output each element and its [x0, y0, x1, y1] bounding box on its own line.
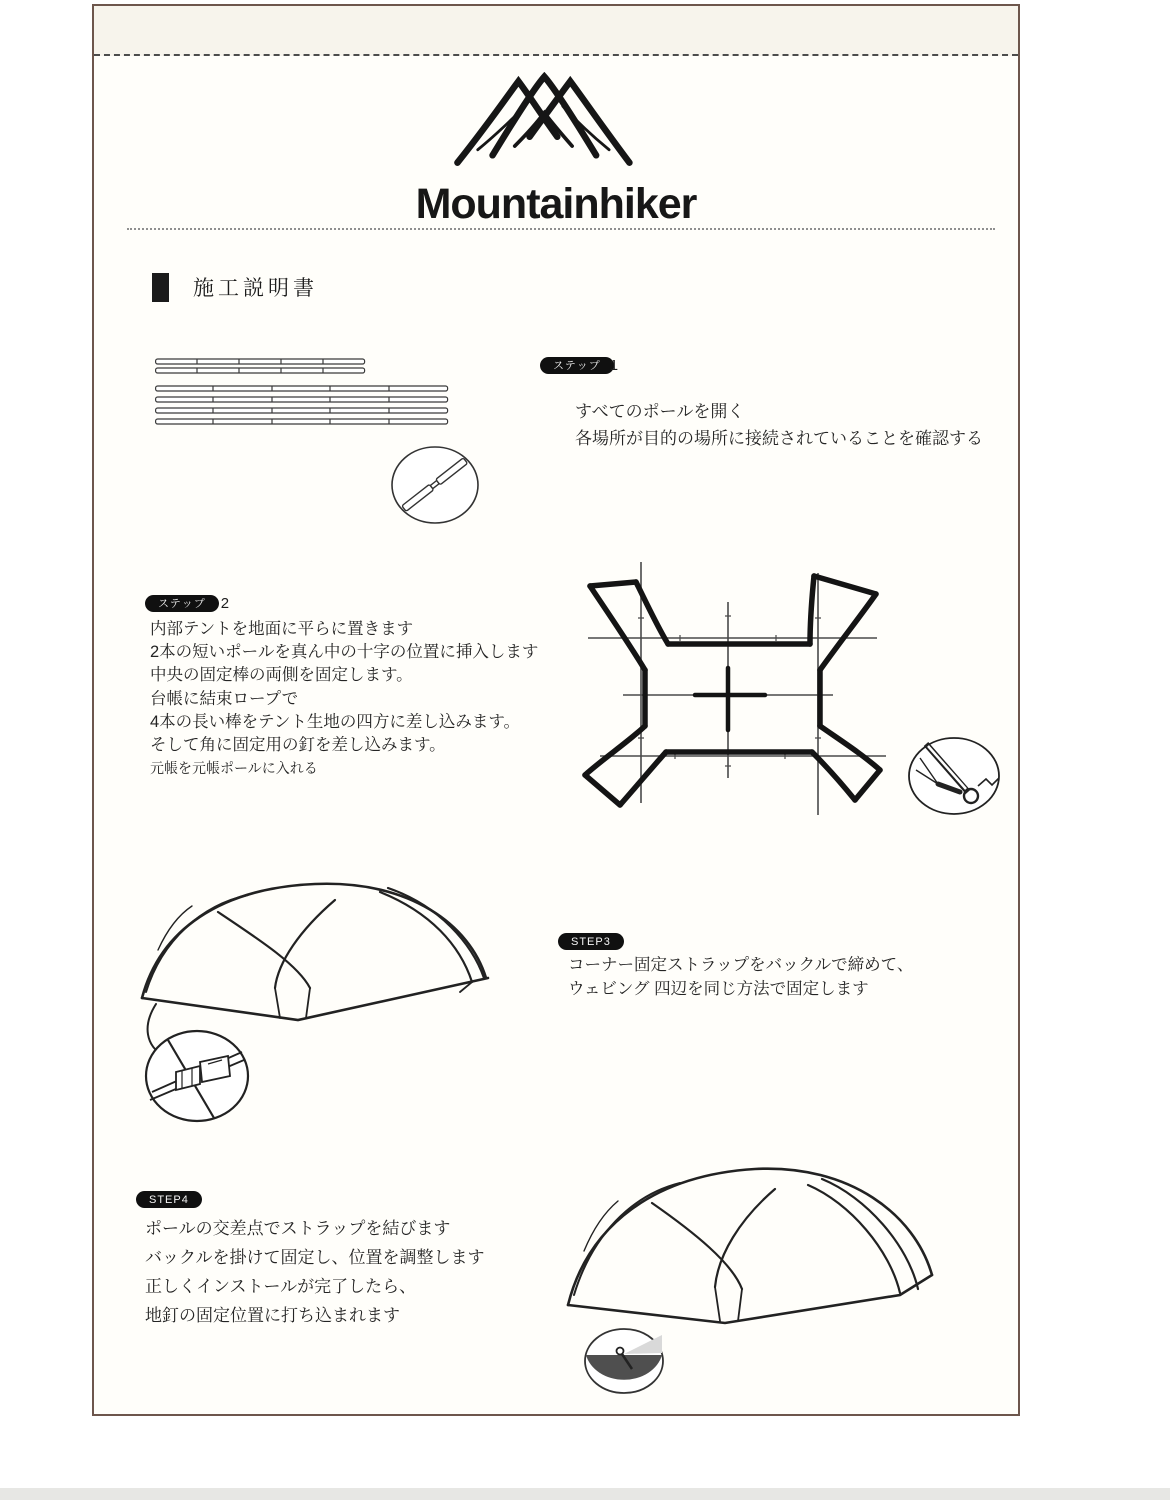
step2-line: 台帳に結束ロープで: [150, 689, 299, 708]
step2-instructions: [150, 618, 538, 779]
step1-line: 各場所が目的の場所に接続されていることを確認する: [575, 429, 983, 448]
corner-stake-detail-circle: [906, 734, 1002, 818]
heading-text: 施工説明書: [193, 277, 318, 300]
step2-badge-number: 2: [220, 595, 230, 612]
step3-badge-label: STEP3: [558, 933, 624, 950]
step1-instructions: [575, 398, 983, 452]
step1-badge: [540, 357, 618, 374]
logo-separator: [127, 228, 995, 230]
step2-badge-label: ステップ: [145, 595, 219, 612]
step2-line: そして角に固定用の釘を差し込みます。: [150, 736, 446, 755]
step4-line: ポールの交差点でストラップを結びます: [145, 1219, 451, 1238]
pole-connector-detail-circle: [390, 444, 480, 526]
step3-instructions: [568, 954, 913, 1001]
step4-badge-label: STEP4: [136, 1191, 202, 1208]
step4-badge: [136, 1191, 202, 1208]
step2-line: 中央の固定棒の両側を固定します。: [150, 666, 413, 685]
bottom-strip: [0, 1488, 1170, 1500]
section-heading: [152, 272, 318, 302]
poles-illustration: [155, 358, 451, 432]
mountain-logo-icon: [450, 72, 635, 172]
step4-instructions: [145, 1214, 485, 1330]
step1-badge-label: ステップ: [540, 357, 614, 374]
step2-line: 4本の長い棒をテント生地の四方に差し込みます。: [150, 712, 521, 731]
step4-line: 正しくインストールが完了したら、: [145, 1277, 417, 1296]
heading-bullet: [152, 273, 169, 302]
dome-tent-illustration: [130, 870, 512, 1132]
step2-line: 内部テントを地面に平らに置きます: [150, 620, 414, 638]
step1-line: すべてのポールを開く: [575, 402, 745, 421]
step3-line: ウェビング 四辺を同じ方法で固定します: [568, 979, 869, 998]
step1-badge-number: 1: [609, 357, 619, 374]
step2-line: 元帳を元帳ポールに入れる: [150, 760, 318, 777]
brand-name: Mountainhiker: [415, 180, 697, 228]
manual-sheet: [92, 4, 1020, 1416]
step4-line: 地釘の固定位置に打ち込まれます: [145, 1306, 400, 1325]
step2-line: 2本の短いポールを真ん中の十字の位置に挿入します: [150, 643, 539, 662]
step4-line: バックルを掛けて固定し、位置を調整します: [145, 1248, 485, 1267]
step2-badge: [145, 595, 229, 612]
frame-top-view-illustration: [580, 558, 886, 820]
dome-tent-illustration-2: [560, 1155, 952, 1397]
step3-line: コーナー固定ストラップをバックルで締めて、: [568, 956, 914, 974]
step3-badge: [558, 933, 624, 950]
top-dashed-strip: [94, 6, 1018, 56]
